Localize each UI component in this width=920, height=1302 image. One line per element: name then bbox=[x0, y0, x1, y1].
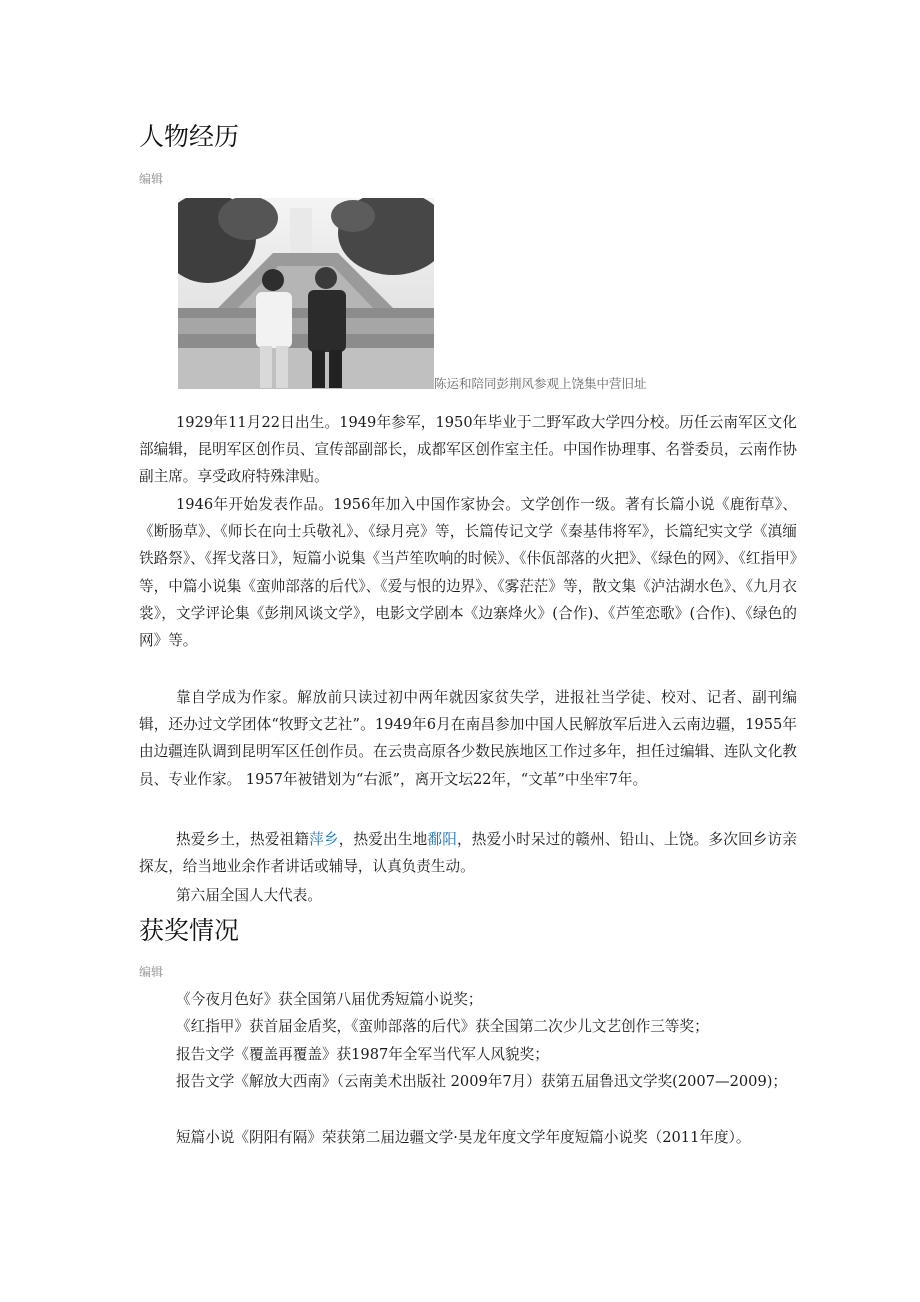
historical-photo bbox=[178, 198, 434, 389]
section-title-awards: 获奖情况 bbox=[139, 916, 240, 945]
photo-image bbox=[178, 198, 434, 389]
bio-p4-text-a: 热爱乡土，热爱祖籍 bbox=[176, 831, 310, 848]
photo-caption: 陈运和陪同彭荆风参观上饶集中营旧址 bbox=[434, 376, 647, 391]
link-poyang[interactable]: 鄱阳 bbox=[427, 831, 457, 848]
bio-p4-text-c: ，热爱小时呆过的赣州、铅山、上饶。多次回乡访亲探友，给当地业余作者讲话或辅导，认真负责生动。 bbox=[139, 831, 797, 876]
edit-link[interactable]: 编辑 bbox=[139, 965, 164, 979]
edit-link[interactable]: 编辑 bbox=[139, 172, 164, 186]
bio-p4-text-b: ，热爱出生地 bbox=[338, 831, 428, 848]
bio-paragraph-5: 第六届全国人大代表。 bbox=[176, 887, 322, 904]
award-item-1: 《今夜月色好》获全国第八届优秀短篇小说奖； bbox=[176, 991, 483, 1008]
bio-paragraph-2: 1946年开始发表作品。1956年加入中国作家协会。文学创作一级。著有长篇小说《鹿衔草》、《断肠草》、《师长在向士兵敬礼》、《绿月亮》等，长篇传记文学《秦基伟将军》，长篇纪实文学《滇缅铁路祭》、《挥戈落日》，短篇小说集《当芦笙吹响的时候》、《佧佤部落的火把》、《绿色的网》、《红指甲》等，中篇小说集《蛮帅部落的后代》、《爱与恨的边界》、《雾茫茫》等，散文集《泸沽湖水色》、《九月衣裳》，文学评论集《彭荆风谈文学》，电影文学剧本《边寨烽火》(合作)、《芦笙恋歌》(合作)、《绿色的网》等。 bbox=[139, 496, 797, 650]
award-item-2: 《红指甲》获首届金盾奖，《蛮帅部落的后代》获全国第二次少儿文艺创作三等奖； bbox=[176, 1018, 709, 1035]
bio-paragraph-1: 1929年11月22日出生。1949年参军，1950年毕业于二野军政大学四分校。历任云南军区文化部编辑，昆明军区创作员、宣传部副部长，成都军区创作室主任。中国作协理事、名誉委员，云南作协副主席。享受政府特殊津贴。 bbox=[139, 414, 797, 486]
section-title-biography: 人物经历 bbox=[139, 122, 240, 151]
bio-paragraph-4 bbox=[139, 826, 797, 880]
link-pingxiang[interactable]: 萍乡 bbox=[309, 831, 339, 848]
bio-paragraph-3: 靠自学成为作家。解放前只读过初中两年就因家贫失学，进报社当学徒、校对、记者、副刊编辑，还办过文学团体“牧野文艺社”。1949年6月在南昌参加中国人民解放军后进入云南边疆，1955年由边疆连队调到昆明军区任创作员。在云贵高原各少数民族地区工作过多年，担任过编辑、连队文化教员、专业作家。 1957年被错划为“右派”，离开文坛22年，“文革”中坐牢7年。 bbox=[139, 689, 797, 788]
award-item-5: 短篇小说《阴阳有隔》荣获第二届边疆文学·昊龙年度文学年度短篇小说奖（2011年度）。 bbox=[176, 1129, 751, 1146]
award-item-3: 报告文学《覆盖再覆盖》获1987年全军当代军人风貌奖； bbox=[176, 1046, 549, 1063]
award-item-4: 报告文学《解放大西南》（云南美术出版社 2009年7月）获第五届鲁迅文学奖(2007—2009)； bbox=[176, 1073, 788, 1090]
